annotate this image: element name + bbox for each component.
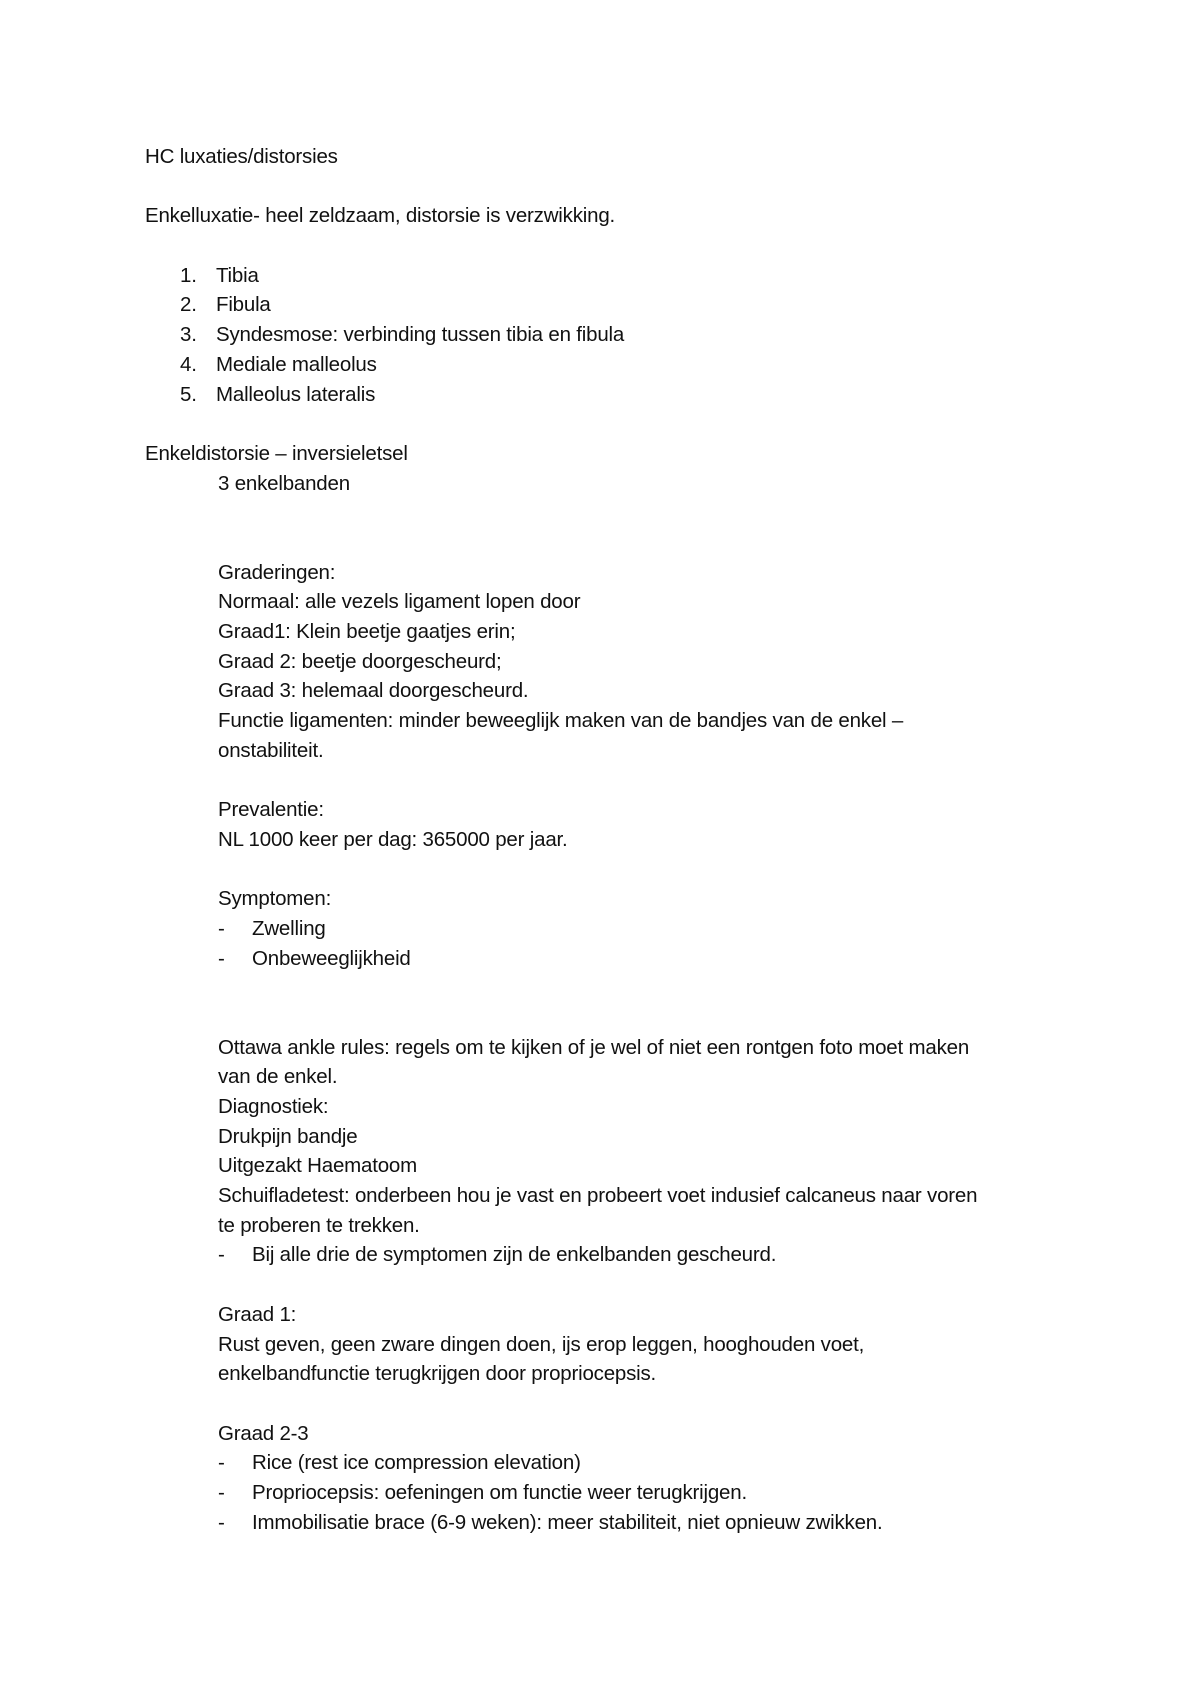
diagnostiek-heading: Diagnostiek: — [218, 1095, 329, 1119]
prevalentie-heading: Prevalentie: — [218, 798, 324, 822]
blank-line — [145, 765, 1075, 795]
dash-bullet: - — [218, 1480, 225, 1504]
bullet-item — [145, 1508, 1075, 1538]
diagnostiek-drukpijn: Drukpijn bandje — [218, 1124, 358, 1148]
list-item — [145, 320, 1075, 350]
bullet-text: Propriocepsis: oefeningen om functie weer terugkrijgen. — [252, 1480, 747, 1504]
graderingen-heading: Graderingen: — [218, 560, 336, 584]
graderingen-normaal: Normaal: alle vezels ligament lopen door — [218, 590, 581, 614]
ottawa-line1: Ottawa ankle rules: regels om te kijken of je wel of niet een rontgen foto moet maken — [218, 1035, 970, 1059]
blank-line — [145, 973, 1075, 1032]
list-item — [145, 261, 1075, 291]
bullet-text: Zwelling — [252, 916, 326, 940]
functie-ligamenten-line2: onstabiliteit. — [218, 738, 324, 762]
bullet-item — [145, 1240, 1075, 1270]
dash-bullet: - — [218, 1451, 225, 1475]
prevalentie-text: NL 1000 keer per dag: 365000 per jaar. — [218, 827, 568, 851]
graderingen-graad3: Graad 3: helemaal doorgescheurd. — [218, 679, 529, 703]
graad1-line1: Rust geven, geen zware dingen doen, ijs erop leggen, hooghouden voet, — [218, 1332, 865, 1356]
list-item — [145, 290, 1075, 320]
schuifladetest-line2: te proberen te trekken. — [218, 1213, 420, 1237]
anatomy-numbered-list — [145, 261, 1075, 409]
dash-bullet: - — [218, 916, 225, 940]
list-item-text: Syndesmose: verbinding tussen tibia en fibula — [216, 323, 625, 347]
graderingen-graad1: Graad1: Klein beetje gaatjes erin; — [218, 620, 516, 644]
list-item-text: Mediale malleolus — [216, 352, 377, 376]
list-item-text: Tibia — [216, 263, 259, 287]
graad23-heading: Graad 2-3 — [218, 1421, 309, 1445]
list-number: 2. — [180, 293, 197, 317]
blank-line — [145, 498, 1075, 557]
list-number: 5. — [180, 382, 197, 406]
blank-line — [145, 855, 1075, 885]
blank-line — [145, 172, 1075, 202]
ottawa-line2: van de enkel. — [218, 1065, 338, 1089]
list-number: 1. — [180, 263, 197, 287]
bullet-item — [145, 1478, 1075, 1508]
graderingen-graad2: Graad 2: beetje doorgescheurd; — [218, 649, 502, 673]
list-item — [145, 350, 1075, 380]
bullet-text: Rice (rest ice compression elevation) — [252, 1451, 581, 1475]
bullet-item — [145, 914, 1075, 944]
blank-line — [145, 1389, 1075, 1419]
graad1-heading: Graad 1: — [218, 1302, 297, 1326]
bullet-item — [145, 944, 1075, 974]
schuifladetest-line1: Schuifladetest: onderbeen hou je vast en probeert voet indusief calcaneus naar voren — [218, 1184, 978, 1208]
section-heading-enkeldistorsie: Enkeldistorsie – inversieletsel — [145, 441, 408, 465]
diagnostiek-haematoom: Uitgezakt Haematoom — [218, 1154, 418, 1178]
symptomen-heading: Symptomen: — [218, 887, 332, 911]
document-title: HC luxaties/distorsies — [145, 145, 338, 168]
list-number: 4. — [180, 352, 197, 376]
graad1-line2: enkelbandfunctie terugkrijgen door propriocepsis. — [218, 1362, 657, 1386]
intro-paragraph: Enkelluxatie- heel zeldzaam, distorsie is verzwikking. — [145, 204, 616, 228]
document-body — [145, 142, 1075, 1537]
dash-bullet: - — [218, 946, 225, 970]
functie-ligamenten-line1: Functie ligamenten: minder beweeglijk maken van de bandjes van de enkel – — [218, 709, 904, 733]
list-item-text: Malleolus lateralis — [216, 382, 376, 406]
dash-bullet: - — [218, 1510, 225, 1534]
list-number: 3. — [180, 323, 197, 347]
enkelbanden-line: 3 enkelbanden — [218, 471, 350, 495]
bullet-text: Immobilisatie brace (6-9 weken): meer stabiliteit, niet opnieuw zwikken. — [252, 1510, 883, 1534]
list-item — [145, 380, 1075, 410]
blank-line — [145, 409, 1075, 439]
blank-line — [145, 231, 1075, 261]
dash-bullet: - — [218, 1243, 225, 1267]
bullet-text: Onbeweeglijkheid — [252, 946, 411, 970]
list-item-text: Fibula — [216, 293, 271, 317]
bullet-text: Bij alle drie de symptomen zijn de enkelbanden gescheurd. — [252, 1243, 777, 1267]
blank-line — [145, 1270, 1075, 1300]
bullet-item — [145, 1448, 1075, 1478]
